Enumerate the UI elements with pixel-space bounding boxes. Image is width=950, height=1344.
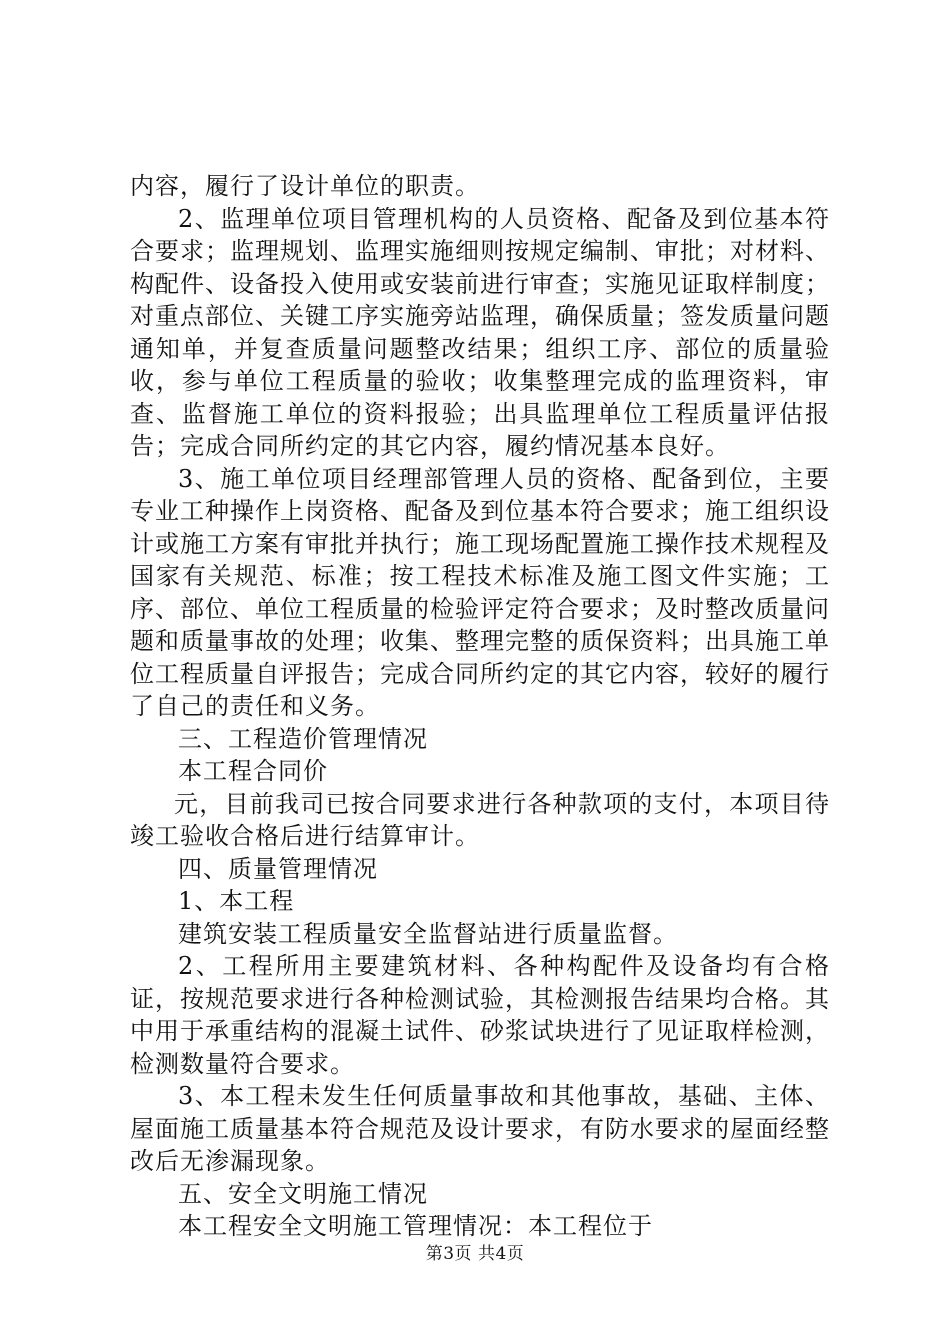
paragraph-quality-1-cont: 建筑安装工程质量安全监督站进行质量监督。 <box>178 919 678 948</box>
paragraph-continuation: 内容，履行了设计单位的职责。 <box>130 172 480 200</box>
paragraph-payment: 元，目前我司已按合同要求进行各种款项的支付，本项目待竣工验收合格后进行结算审计。 <box>130 789 830 850</box>
heading-cost-management: 三、工程造价管理情况 <box>178 724 428 753</box>
paragraph-safety: 本工程安全文明施工管理情况：本工程位于 <box>178 1212 653 1240</box>
document-body <box>130 170 830 1243</box>
paragraph-contractor: 3、施工单位项目经理部管理人员的资格、配备到位，主要专业工种操作上岗资格、配备及到位基本符合要求；施工组织设计或施工方案有审批并执行；施工现场配置施工操作技术规程及国家有关规范、标准；按工程技术标准及施工图文件实施；工序、部位、单位工程质量的检验评定符合要求；及时整改质量问题和质量事故的处理；收集、整理完整的质保资料；出具施工单位工程质量自评报告；完成合同所约定的其它内容，较好的履行了自己的责任和义务。 <box>130 464 830 720</box>
paragraph-quality-1: 1、本工程 <box>178 887 295 915</box>
heading-quality-management: 四、质量管理情况 <box>178 854 378 883</box>
paragraph-quality-3: 3、本工程未发生任何质量事故和其他事故，基础、主体、屋面施工质量基本符合规范及设计要求，有防水要求的屋面经整改后无渗漏现象。 <box>130 1082 830 1175</box>
paragraph-contract-price: 本工程合同价 <box>178 757 328 785</box>
heading-safety: 五、安全文明施工情况 <box>178 1179 428 1208</box>
paragraph-quality-2: 2、工程所用主要建筑材料、各种构配件及设备均有合格证，按规范要求进行各种检测试验，其检测报告结果均合格。其中用于承重结构的混凝土试件、砂浆试块进行了见证取样检测，检测数量符合要求。 <box>130 952 830 1078</box>
paragraph-supervisor: 2、监理单位项目管理机构的人员资格、配备及到位基本符合要求；监理规划、监理实施细则按规定编制、审批；对材料、构配件、设备投入使用或安装前进行审查；实施见证取样制度；对重点部位、关键工序实施旁站监理，确保质量；签发质量问题通知单，并复查质量问题整改结果；组织工序、部位的质量验收，参与单位工程质量的验收；收集整理完成的监理资料，审查、监督施工单位的资料报验；出具监理单位工程质量评估报告；完成合同所约定的其它内容，履约情况基本良好。 <box>130 204 830 460</box>
page-footer: 第3页 共4页 <box>425 1244 525 1264</box>
